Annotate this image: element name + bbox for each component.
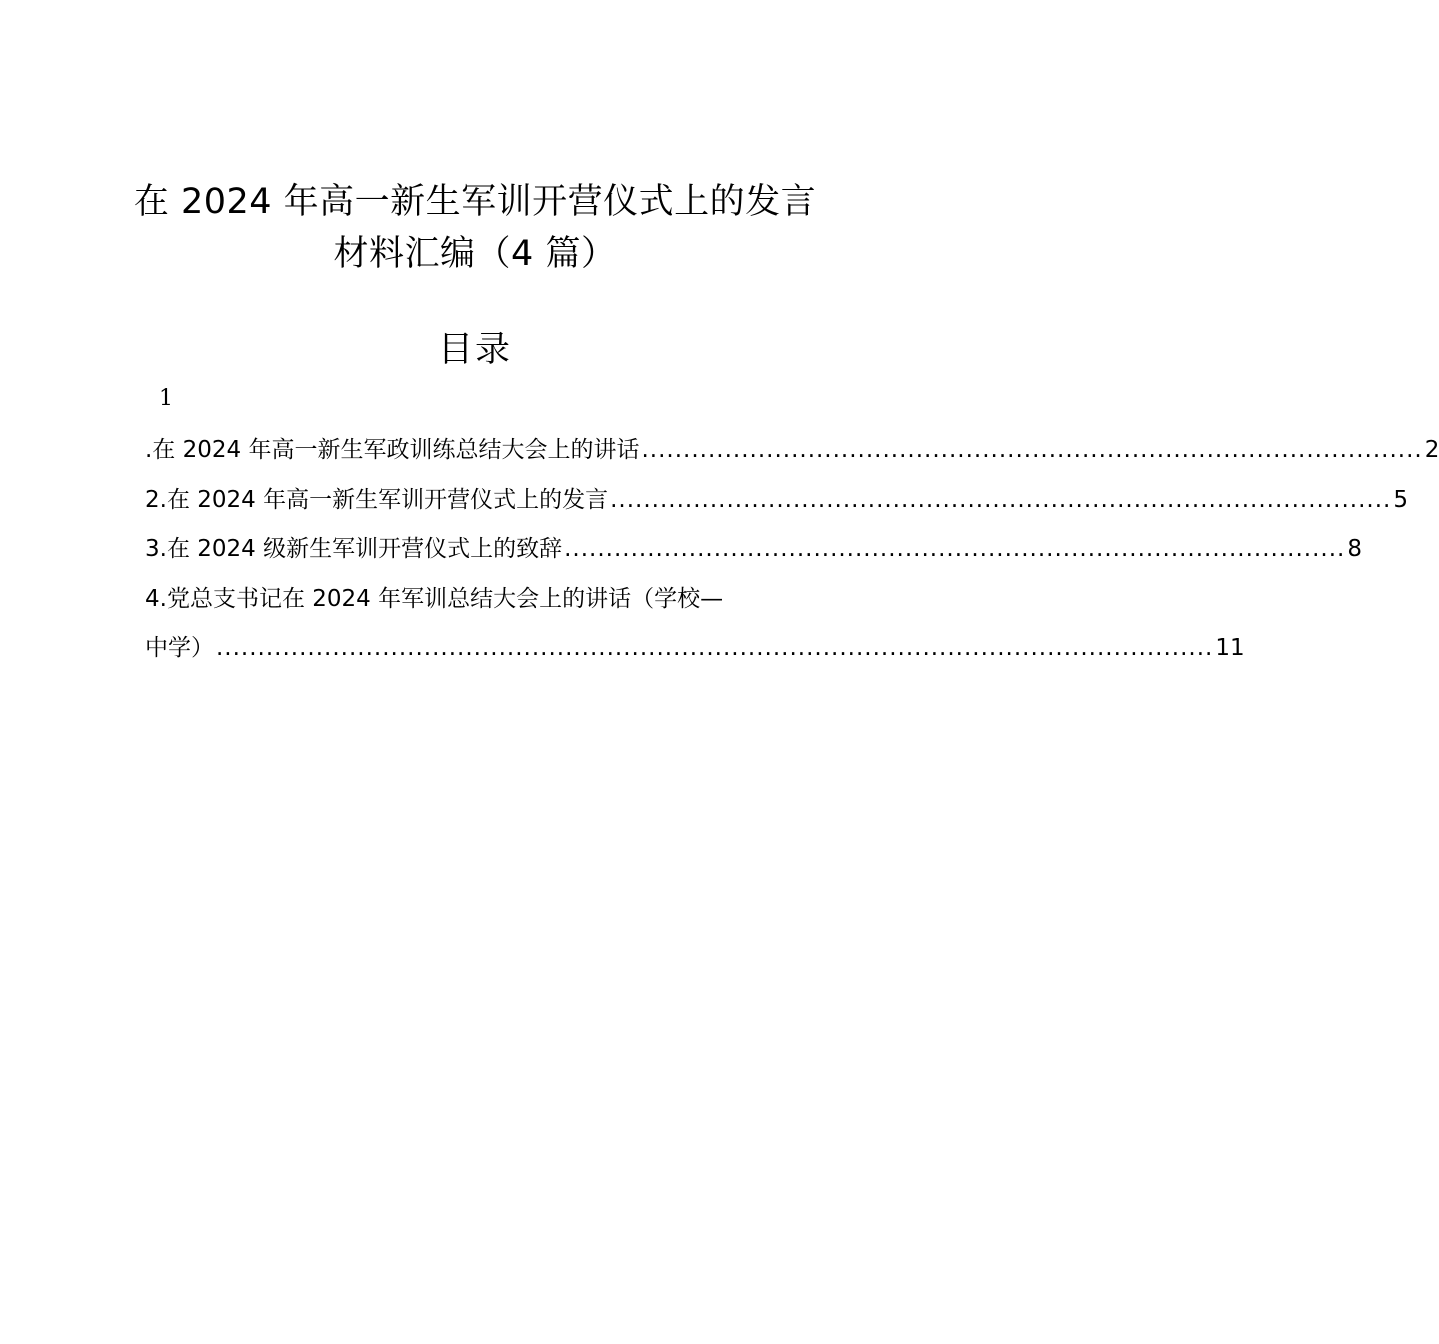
toc-entry-2[interactable]: [145, 480, 1408, 520]
toc-dot-leader: ..............................................................................................: [610, 487, 1392, 513]
toc-dot-leader: ..............................................................................................: [564, 536, 1346, 562]
toc-entry-3[interactable]: [145, 529, 1362, 569]
toc-entry-text: 中学）: [145, 635, 214, 661]
toc-entry-text: 2.在 2024 年高一新生军训开营仪式上的发言: [145, 487, 609, 513]
toc-entry-page: 8: [1347, 536, 1362, 562]
toc-entry-page: 5: [1393, 487, 1408, 513]
stray-page-number: 1: [159, 386, 173, 411]
toc-entry-4-line1[interactable]: [145, 579, 805, 619]
toc-entry-1[interactable]: [145, 430, 1439, 470]
toc-dot-leader: ..............................................................................................: [641, 437, 1423, 463]
toc-entry-page: 11: [1215, 635, 1245, 661]
toc-entry-4-line2[interactable]: [145, 628, 1245, 668]
toc-dot-leader: ........................................................................................................................: [216, 635, 1214, 661]
toc-entry-page: 2: [1424, 437, 1439, 463]
document-title-line2: 材料汇编（4 篇）: [333, 234, 617, 274]
toc-entry-text: 3.在 2024 级新生军训开营仪式上的致辞: [145, 536, 563, 562]
document-title-line1: 在 2024 年高一新生军训开营仪式上的发言: [133, 182, 817, 222]
toc-heading: 目录: [437, 330, 512, 370]
toc-entry-text: 4.党总支书记在 2024 年军训总结大会上的讲话（学校—: [145, 586, 724, 612]
toc-entry-text: .在 2024 年高一新生军政训练总结大会上的讲话: [145, 437, 640, 463]
